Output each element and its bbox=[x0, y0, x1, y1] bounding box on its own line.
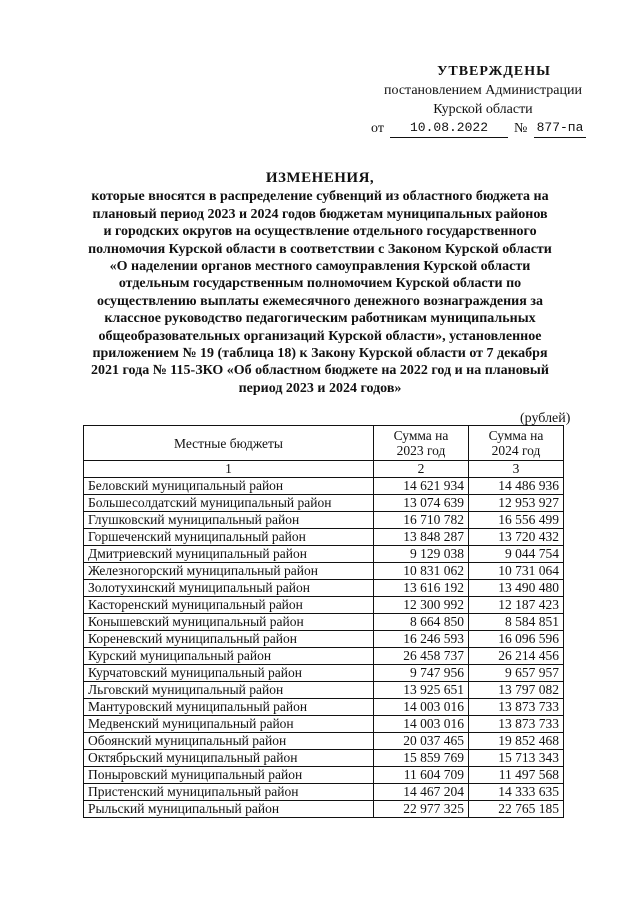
sum-2023: 14 467 204 bbox=[374, 784, 469, 801]
table-row bbox=[84, 512, 564, 529]
sum-2023: 13 074 639 bbox=[374, 495, 469, 512]
sum-2023: 13 925 651 bbox=[374, 682, 469, 699]
sum-2024: 13 873 733 bbox=[469, 716, 564, 733]
table-row bbox=[84, 563, 564, 580]
sum-2024: 12 953 927 bbox=[469, 495, 564, 512]
table-row bbox=[84, 784, 564, 801]
number-prefix: № bbox=[514, 121, 528, 136]
heading-line: классное руководство педагогическим работникам муниципальных bbox=[104, 311, 536, 327]
district-name: Горшеченский муниципальный район bbox=[84, 529, 374, 546]
district-name: Глушковский муниципальный район bbox=[84, 512, 374, 529]
table-row bbox=[84, 631, 564, 648]
sum-2024: 19 852 468 bbox=[469, 733, 564, 750]
table-row bbox=[84, 529, 564, 546]
sum-2024: 16 556 499 bbox=[469, 512, 564, 529]
sum-2023: 14 003 016 bbox=[374, 716, 469, 733]
approval-number: 877-па bbox=[534, 119, 586, 138]
sum-2024: 13 490 480 bbox=[469, 580, 564, 597]
header-sum-2023 bbox=[374, 426, 469, 461]
heading-line: отдельным государственным полномочием Курской области по bbox=[118, 276, 522, 292]
index-col-2: 2 bbox=[374, 461, 469, 478]
sum-2024: 16 096 596 bbox=[469, 631, 564, 648]
sum-2023: 13 848 287 bbox=[374, 529, 469, 546]
sum-2024: 10 731 064 bbox=[469, 563, 564, 580]
sum-2024: 13 720 432 bbox=[469, 529, 564, 546]
table-row bbox=[84, 597, 564, 614]
sum-2024: 26 214 456 bbox=[469, 648, 564, 665]
sum-2024: 13 797 082 bbox=[469, 682, 564, 699]
table-row bbox=[84, 546, 564, 563]
heading-line: осуществлению выплаты ежемесячного денежного вознаграждения за bbox=[97, 293, 543, 309]
header-local-budgets: Местные бюджеты bbox=[84, 426, 374, 461]
table-body bbox=[84, 478, 564, 818]
table-row bbox=[84, 580, 564, 597]
heading-line: «О наделении органов местного самоуправления Курской области bbox=[109, 259, 531, 275]
sum-2023: 16 246 593 bbox=[374, 631, 469, 648]
sum-2024: 8 584 851 bbox=[469, 614, 564, 631]
heading-line: и городских округов на осуществление отдельного государственного bbox=[103, 224, 537, 240]
table-row bbox=[84, 750, 564, 767]
sum-2023: 14 621 934 bbox=[374, 478, 469, 495]
heading-line: общеобразовательных организаций Курской области», установленное bbox=[98, 328, 542, 344]
sum-2024: 22 765 185 bbox=[469, 801, 564, 818]
sum-2024: 9 044 754 bbox=[469, 546, 564, 563]
district-name: Конышевский муниципальный район bbox=[84, 614, 374, 631]
district-name: Беловский муниципальный район bbox=[84, 478, 374, 495]
table-row bbox=[84, 478, 564, 495]
table-row bbox=[84, 699, 564, 716]
sum-2023: 13 616 192 bbox=[374, 580, 469, 597]
approval-stamp bbox=[368, 62, 598, 139]
sum-2023: 10 831 062 bbox=[374, 563, 469, 580]
sum-2024: 13 873 733 bbox=[469, 699, 564, 716]
header-sum-2023-line1: Сумма на bbox=[393, 428, 449, 443]
index-col-3: 3 bbox=[469, 461, 564, 478]
header-sum-2024-line1: Сумма на bbox=[488, 428, 544, 443]
unit-label: (рублей) bbox=[520, 411, 571, 426]
header-sum-2023-line2: 2023 год bbox=[396, 443, 446, 458]
sum-2023: 11 604 709 bbox=[374, 767, 469, 784]
table-row bbox=[84, 665, 564, 682]
table-row bbox=[84, 801, 564, 818]
heading-line: которые вносятся в распределение субвенций из областного бюджета на bbox=[91, 189, 549, 205]
heading-line: приложением № 19 (таблица 18) к Закону Курской области от 7 декабря bbox=[92, 346, 548, 362]
heading-line: период 2023 и 2024 годов» bbox=[238, 380, 402, 396]
district-name: Касторенский муниципальный район bbox=[84, 597, 374, 614]
sum-2023: 12 300 992 bbox=[374, 597, 469, 614]
table-header-row bbox=[84, 426, 564, 461]
approval-line-1: постановлением Администрации bbox=[384, 83, 582, 98]
approval-date: 10.08.2022 bbox=[390, 119, 508, 138]
heading-line: полномочия Курской области в соответствии с Законом Курской области bbox=[88, 241, 552, 257]
district-name: Большесолдатский муниципальный район bbox=[84, 495, 374, 512]
district-name: Льговский муниципальный район bbox=[84, 682, 374, 699]
sum-2023: 9 129 038 bbox=[374, 546, 469, 563]
table-row bbox=[84, 614, 564, 631]
district-name: Пристенский муниципальный район bbox=[84, 784, 374, 801]
district-name: Курский муниципальный район bbox=[84, 648, 374, 665]
district-name: Курчатовский муниципальный район bbox=[84, 665, 374, 682]
table-row bbox=[84, 716, 564, 733]
sum-2023: 16 710 782 bbox=[374, 512, 469, 529]
sum-2024: 14 486 936 bbox=[469, 478, 564, 495]
heading-line: 2021 года № 115-ЗКО «Об областном бюджете на 2022 год и на плановый bbox=[91, 363, 549, 379]
subventions-table bbox=[83, 425, 564, 818]
sum-2023: 14 003 016 bbox=[374, 699, 469, 716]
district-name: Железногорский муниципальный район bbox=[84, 563, 374, 580]
sum-2024: 12 187 423 bbox=[469, 597, 564, 614]
heading-line: плановый период 2023 и 2024 годов бюджетам муниципальных районов bbox=[92, 206, 548, 222]
district-name: Кореневский муниципальный район bbox=[84, 631, 374, 648]
header-sum-2024 bbox=[469, 426, 564, 461]
approved-label: УТВЕРЖДЕНЫ bbox=[437, 64, 551, 79]
table-index-row bbox=[84, 461, 564, 478]
district-name: Мантуровский муниципальный район bbox=[84, 699, 374, 716]
document-heading bbox=[70, 170, 570, 397]
header-sum-2024-line2: 2024 год bbox=[491, 443, 541, 458]
table-row bbox=[84, 767, 564, 784]
sum-2024: 9 657 957 bbox=[469, 665, 564, 682]
sum-2023: 20 037 465 bbox=[374, 733, 469, 750]
district-name: Обоянский муниципальный район bbox=[84, 733, 374, 750]
table-row bbox=[84, 733, 564, 750]
sum-2024: 14 333 635 bbox=[469, 784, 564, 801]
sum-2024: 11 497 568 bbox=[469, 767, 564, 784]
sum-2023: 26 458 737 bbox=[374, 648, 469, 665]
document-title: ИЗМЕНЕНИЯ, bbox=[265, 170, 375, 186]
table-row bbox=[84, 648, 564, 665]
district-name: Медвенский муниципальный район bbox=[84, 716, 374, 733]
index-col-1: 1 bbox=[84, 461, 374, 478]
date-prefix: от bbox=[371, 121, 384, 136]
sum-2024: 15 713 343 bbox=[469, 750, 564, 767]
district-name: Рыльский муниципальный район bbox=[84, 801, 374, 818]
approval-date-line bbox=[368, 119, 598, 139]
table-row bbox=[84, 495, 564, 512]
table-row bbox=[84, 682, 564, 699]
sum-2023: 15 859 769 bbox=[374, 750, 469, 767]
district-name: Золотухинский муниципальный район bbox=[84, 580, 374, 597]
district-name: Октябрьский муниципальный район bbox=[84, 750, 374, 767]
sum-2023: 22 977 325 bbox=[374, 801, 469, 818]
district-name: Дмитриевский муниципальный район bbox=[84, 546, 374, 563]
district-name: Поныровский муниципальный район bbox=[84, 767, 374, 784]
sum-2023: 9 747 956 bbox=[374, 665, 469, 682]
heading-text bbox=[70, 188, 570, 397]
sum-2023: 8 664 850 bbox=[374, 614, 469, 631]
approval-line-2: Курской области bbox=[433, 102, 533, 117]
